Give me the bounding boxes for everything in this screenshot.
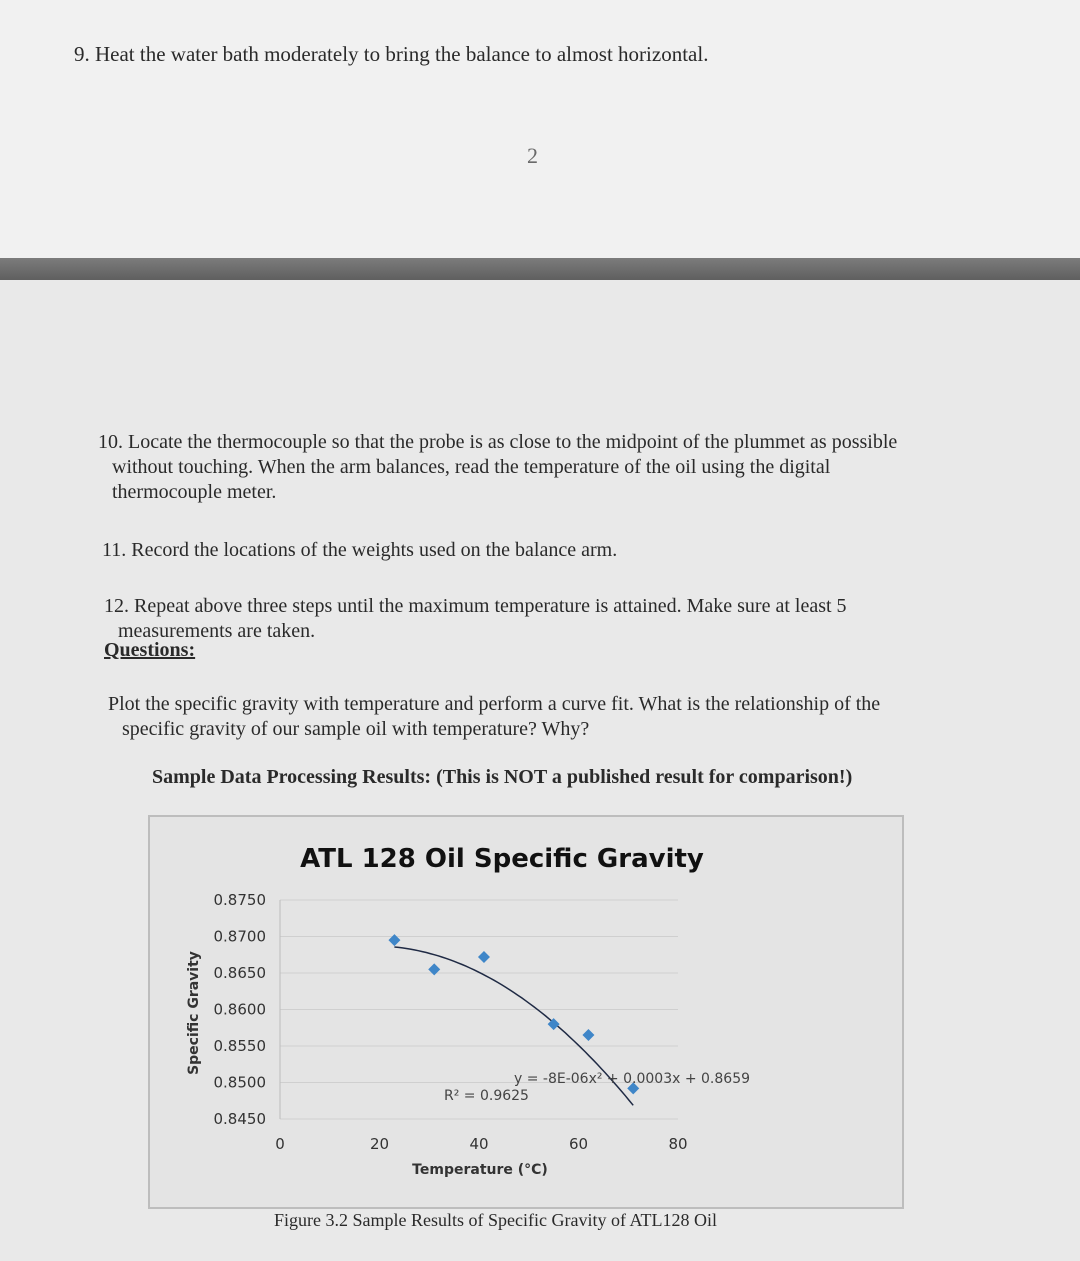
x-tick-labels	[275, 1135, 687, 1153]
step-9-text: 9. Heat the water bath moderately to bring the balance to almost horizontal.	[74, 42, 709, 66]
y-tick-label: 0.8550	[213, 1037, 266, 1055]
page-divider	[0, 258, 1080, 280]
x-tick-label: 0	[275, 1135, 285, 1153]
step-10-text	[98, 430, 968, 505]
question-text	[108, 692, 958, 742]
step-10-line-2: without touching. When the arm balances, read the temperature of the oil using the digital	[112, 456, 831, 478]
figure-caption: Figure 3.2 Sample Results of Specific Gravity of ATL128 Oil	[274, 1210, 717, 1230]
sample-results-heading: Sample Data Processing Results: (This is NOT a published result for comparison!)	[152, 766, 853, 788]
specific-gravity-chart	[150, 817, 902, 1207]
step-12-line-2: measurements are taken.	[118, 620, 316, 642]
page-upper-section	[0, 0, 1080, 258]
y-tick-label: 0.8500	[213, 1073, 266, 1092]
y-axis-title: Specific Gravity	[186, 951, 202, 1075]
step-10-line-3: thermocouple meter.	[112, 481, 277, 503]
y-tick-label: 0.8450	[213, 1110, 266, 1128]
y-tick-labels	[214, 891, 267, 1128]
step-11-text: 11. Record the locations of the weights used on the balance arm.	[102, 539, 618, 561]
data-point-4	[582, 1029, 594, 1041]
y-tick-label: 0.8650	[213, 964, 266, 982]
trendline-equation: y = -8E-06x² + 0.0003x + 0.8659	[514, 1071, 751, 1087]
data-point-0	[388, 934, 400, 946]
y-tick-label: 0.8600	[213, 1000, 266, 1019]
chart-title: ATL 128 Oil Specific Gravity	[300, 844, 704, 874]
trendline-r-squared: R² = 0.9625	[444, 1088, 529, 1104]
x-tick-label: 60	[568, 1135, 589, 1153]
y-tick-label: 0.8750	[213, 891, 266, 909]
y-tick-label: 0.8700	[213, 927, 266, 946]
page-number: 2	[527, 143, 538, 168]
chart-frame	[148, 815, 904, 1209]
question-line-1: Plot the specific gravity with temperature and perform a curve fit. What is the relationship of the	[108, 693, 881, 715]
data-point-2	[478, 951, 490, 963]
data-point-1	[428, 963, 440, 975]
x-tick-label: 40	[469, 1135, 489, 1153]
step-12-text	[104, 594, 964, 644]
questions-heading: Questions:	[104, 639, 196, 661]
x-tick-label: 80	[668, 1135, 688, 1153]
x-tick-label: 20	[369, 1135, 390, 1153]
step-10-line-1: 10. Locate the thermocouple so that the probe is as close to the midpoint of the plummet as possible	[98, 431, 898, 453]
question-line-2: specific gravity of our sample oil with temperature? Why?	[122, 718, 590, 740]
step-12-line-1: 12. Repeat above three steps until the maximum temperature is attained. Make sure at least 5	[104, 595, 847, 617]
x-axis-title: Temperature (°C)	[412, 1162, 548, 1178]
